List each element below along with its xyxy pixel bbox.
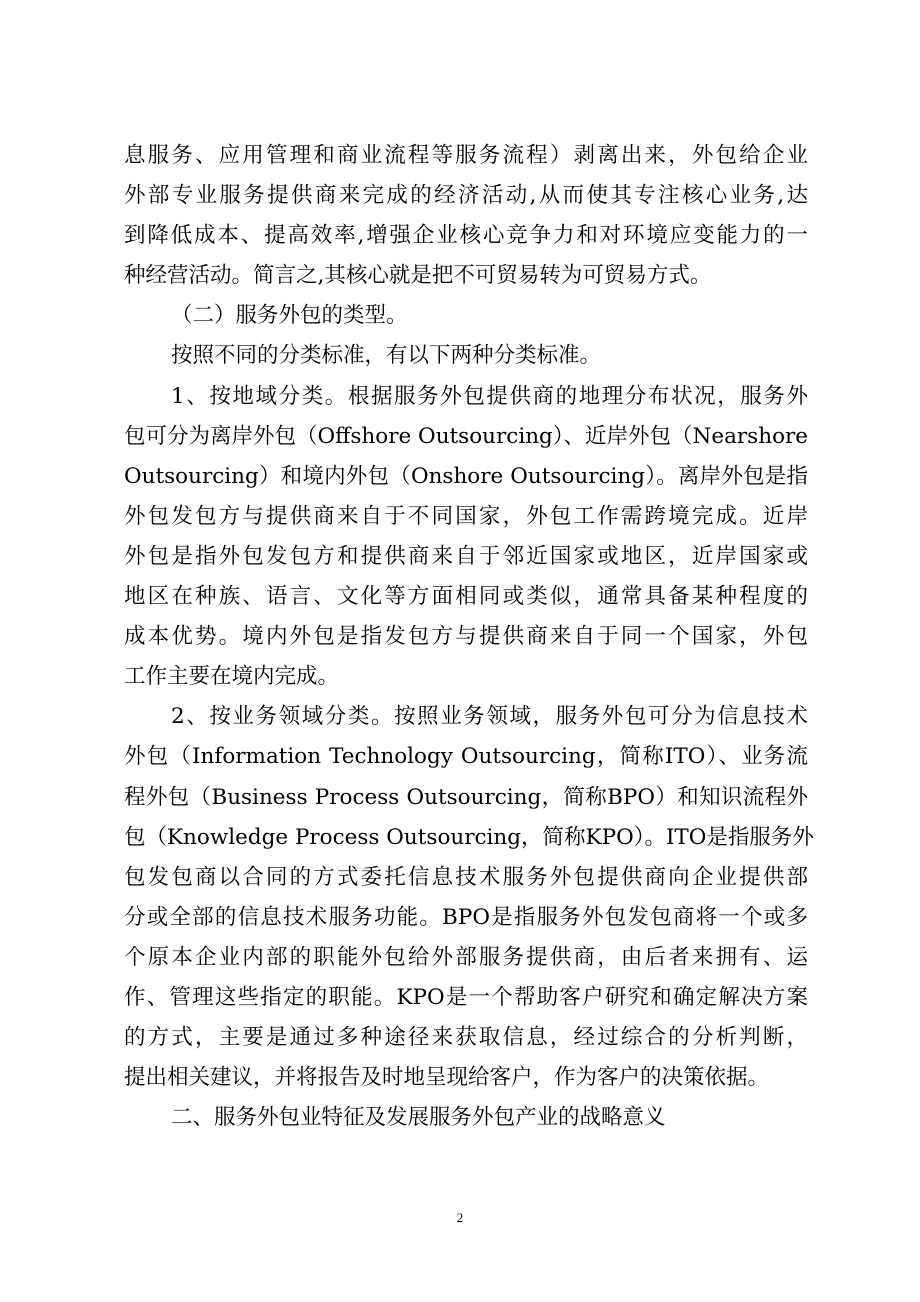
document-body [124, 136, 814, 1138]
text-line: 地区在种族、语言、文化等方面相同或类似，通常具备某种程度的 [124, 584, 808, 610]
text-line: 按照不同的分类标准，有以下两种分类标准。 [171, 343, 602, 369]
text-line: 种经营活动。简言之,其核心就是把不可贸易转为可贸易方式。 [124, 263, 712, 289]
text-line: 个原本企业内部的职能外包给外部服务提供商，由后者来拥有、运 [124, 944, 808, 970]
paragraph [124, 336, 808, 376]
text-line: 成本优势。境内外包是指发包方与提供商来自于同一个国家，外包 [124, 624, 808, 650]
text-line: 到降低成本、提高效率,增强企业核心竞争力和对环境应变能力的一 [124, 223, 808, 249]
paragraph [124, 697, 814, 1098]
text-line: 外包（Information Technology Outsourcing，简称ITO）、业务流 [124, 744, 808, 770]
text-line: 的方式，主要是通过多种途径来获取信息，经过综合的分析判断， [124, 1025, 808, 1051]
paragraph [124, 136, 808, 296]
text-line: 息服务、应用管理和商业流程等服务流程）剥离出来，外包给企业 [124, 143, 808, 168]
paragraph [124, 296, 808, 336]
paragraph [124, 1098, 808, 1138]
text-line: 二、服务外包业特征及发展服务外包产业的战略意义 [171, 1105, 666, 1131]
text-line: 1、按地域分类。根据服务外包提供商的地理分布状况，服务外 [171, 383, 808, 409]
text-line: 外包发包方与提供商来自于不同国家，外包工作需跨境完成。近岸 [124, 503, 808, 529]
text-line: （二）服务外包的类型。 [171, 303, 408, 329]
text-line: 工作主要在境内完成。 [124, 664, 340, 690]
text-line: 外包是指外包发包方和提供商来自于邻近国家或地区，近岸国家或 [124, 543, 808, 569]
text-line: 程外包（Business Process Outsourcing，简称BPO）和知识流程外 [124, 784, 808, 810]
page-number: 2 [456, 1210, 464, 1225]
paragraph [124, 377, 808, 698]
text-line: 包（Knowledge Process Outsourcing，简称KPO）。ITO是指服务外 [124, 824, 814, 850]
text-line: 外部专业服务提供商来完成的经济活动,从而使其专注核心业务,达 [124, 183, 808, 209]
text-line: 分或全部的信息技术服务功能。BPO是指服务外包发包商将一个或多 [124, 904, 808, 930]
text-line: 包发包商以合同的方式委托信息技术服务外包提供商向企业提供部 [124, 864, 808, 890]
text-line: 2、按业务领域分类。按照业务领域，服务外包可分为信息技术 [171, 704, 808, 730]
text-line: Outsourcing）和境内外包（Onshore Outsourcing）。离岸外包是指 [124, 463, 808, 489]
text-line: 作、管理这些指定的职能。KPO是一个帮助客户研究和确定解决方案 [124, 984, 808, 1010]
text-line: 提出相关建议，并将报告及时地呈现给客户，作为客户的决策依据。 [124, 1065, 770, 1091]
text-line: 包可分为离岸外包（Offshore Outsourcing）、近岸外包（Nearshore [124, 423, 809, 449]
